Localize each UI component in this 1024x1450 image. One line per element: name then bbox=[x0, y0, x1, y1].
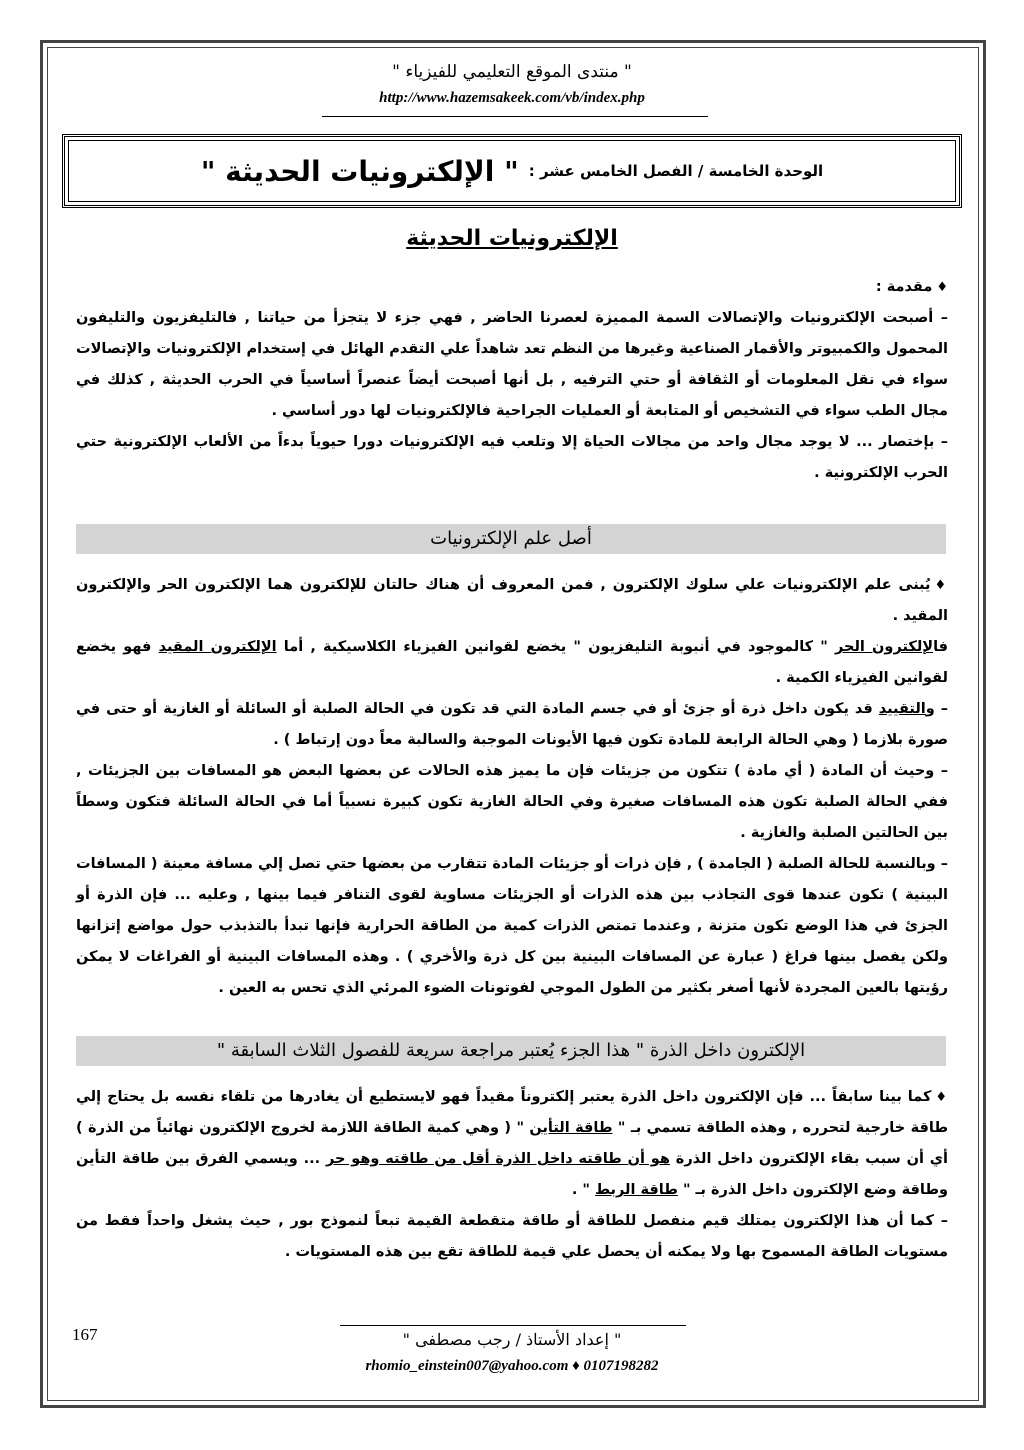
term-ionization-energy: طاقة التأين bbox=[529, 1120, 613, 1136]
bullet-icon: ♦ bbox=[934, 578, 948, 593]
bullet-icon: ♦ bbox=[936, 280, 948, 295]
origin-paragraph-5: – وبالنسبة للحالة الصلبة ( الجامدة ) , فإن ذرات أو جزيئات المادة تتقارب من بعضها حتي تصل إلي مسافة معينة ( المسافات البينية ) تكون عندها قوى التجاذب بين هذه الذرات أو الجزيئات مساوية لقوى التنافر فيما بينها , وعليه ... فإن الذرة أو الجزئ في هذا الوضع تكون متزنة , وعندما تمتص الذرات كمية من الطاقة الحرارية فإنها تبدأ بالتذبذب حول مواضع إتزانها ولكن يفصل بينها فراغ ( عبارة عن المسافات البينية بين كل ذرة والأخري ) . وهذه المسافات البينية أو الفراغات لا يمكن رؤيتها بالعين المجردة لأنها أصغر بكثير من الطول الموجي لفوتونات الضوء المرئي الذي تحس به العين . bbox=[76, 856, 948, 996]
origin-paragraph-2 bbox=[76, 632, 948, 694]
author-credit: " إعداد الأستاذ / رجب مصطفى " bbox=[402, 1330, 622, 1349]
origin-paragraph-1 bbox=[76, 570, 948, 632]
text-span: " ( وهي كمية الطاقة اللازمة لخروج الإلكترون نهائياً من الذرة ) أي أن سبب بقاء الإلكترون داخل الذرة bbox=[76, 1120, 949, 1167]
term-confinement: التقييد bbox=[878, 701, 926, 717]
bullet-icon: ♦ bbox=[935, 1090, 948, 1105]
origin-section bbox=[76, 570, 948, 1004]
origin-paragraph-4: – وحيث أن المادة ( أي مادة ) تتكون من جزيئات فإن ما يميز هذه الحالات عن بعضها البعض هو المسافات بين الجزيئات , ففي الحالة الصلبة تكون هذه المسافات صغيرة وفي الحالة الغازية تكون كبيرة نسبياً أما في الحالة السائلة فتكون وسطاً بين الحالتين الصلبة والغازية . bbox=[76, 763, 948, 841]
text-span: – و bbox=[925, 701, 948, 717]
header-divider bbox=[322, 116, 708, 117]
forum-name: " منتدى الموقع التعليمي للفيزياء " bbox=[392, 62, 632, 82]
unit-label: الوحدة الخامسة / الفصل الخامس عشر : bbox=[528, 162, 824, 180]
atom-section bbox=[76, 1082, 948, 1268]
contact-info: rhomio_einstein007@yahoo.com ♦ 0107198282 bbox=[365, 1358, 659, 1374]
page-title bbox=[0, 226, 1024, 251]
intro-heading-text: مقدمة : bbox=[875, 279, 933, 295]
text-span: فا bbox=[933, 639, 949, 655]
text-span: فهو يخضع لقوانين الفيزياء الكمية . bbox=[76, 639, 948, 686]
intro-heading bbox=[76, 272, 948, 303]
text-span: قد يكون داخل ذرة أو جزئ أو في جسم المادة التي قد تكون في الحالة الصلبة أو السائلة أو الغازية أو حتى في صورة بلازما ( وهي الحالة الرابعة للمادة تكون فيها الأيونات الموجبة والسالبة معاً دون إرتباط ) . bbox=[76, 701, 948, 748]
text-span: " كالموجود في أنبوبة التليفزيون " يخضع لقوانين الفيزياء الكلاسيكية , أما bbox=[276, 639, 835, 655]
origin-paragraph-3 bbox=[76, 694, 948, 756]
section-band-atom: الإلكترون داخل الذرة " هذا الجزء يُعتبر مراجعة سريعة للفصول الثلاث السابقة " bbox=[76, 1036, 946, 1066]
footer-divider bbox=[340, 1325, 686, 1326]
unit-title: " الإلكترونيات الحديثة " bbox=[200, 154, 519, 188]
text-span: ... ويسمي الفرق بين طاقة التأين وطاقة وضع الإلكترون داخل الذرة بـ " bbox=[76, 1151, 948, 1198]
emphasis-underlined: هو أن طاقته داخل الذرة أقل من طاقته وهو حر bbox=[325, 1151, 670, 1167]
unit-title-box bbox=[62, 134, 962, 208]
intro-paragraph-2: – بإختصار ... لا يوجد مجال واحد من مجالات الحياة إلا وتلعب فيه الإلكترونيات دورا حيوياً بدءاً من الألعاب الإلكترونية حتي الحرب الإلكترونية . bbox=[76, 434, 948, 481]
forum-url[interactable]: http://www.hazemsakeek.com/vb/index.php bbox=[379, 90, 645, 106]
section-band-origin: أصل علم الإلكترونيات bbox=[76, 524, 946, 554]
text-span: كما بينا سابقاً ... فإن الإلكترون داخل الذرة يعتبر إلكتروناً مقيداً فهو لايستطيع أن يغادرها من تلقاء نفسه بل يحتاج إلي طاقة خارجية لتحرره , وهذه الطاقة تسمي بـ " bbox=[76, 1089, 948, 1136]
intro-paragraph-1: – أصبحت الإلكترونيات والإتصالات السمة المميزة لعصرنا الحاضر , فهي جزء لا يتجزأ من حياتنا , فالتليفزيون والتليفون المحمول والكمبيوتر والأقمار الصناعية وغيرها من النظم تعد شاهداً علي التقدم الهائل في إستخدام الإلكترونيات والإتصالات سواء في نقل المعلومات أو الثقافة أو حتي الترفيه , بل أنها أصبحت أيضاً عنصراً أساسياً في الحرب الحديثة , كذلك في مجال الطب سواء في التشخيص أو المتابعة أو العمليات الجراحية فالإلكترونيات لها دور أساسي . bbox=[76, 310, 948, 419]
atom-paragraph-1 bbox=[76, 1082, 948, 1206]
atom-paragraph-2: – كما أن هذا الإلكترون يمتلك قيم منفصل للطاقة أو طاقة متقطعة القيمة تبعاً لنموذج بور , حيث يشغل واحداً فقط من مستويات الطاقة المسموح بها ولا يمكنه أن يحصل علي قيمة للطاقة تقع بين هذه المستويات . bbox=[76, 1213, 948, 1260]
intro-section bbox=[76, 272, 948, 489]
origin-paragraph-1-text: يُبنى علم الإلكترونيات علي سلوك الإلكترون , فمن المعروف أن هناك حالتان للإلكترون هما الإلكترون الحر والإلكترون المقيد . bbox=[76, 577, 948, 624]
term-free-electron: لإلكترون الحر bbox=[835, 639, 934, 655]
page-title-text: الإلكترونيات الحديثة bbox=[406, 226, 618, 251]
text-span: " . bbox=[571, 1182, 596, 1198]
page-number: 167 bbox=[72, 1325, 98, 1344]
term-bound-electron: الإلكترون المقيد bbox=[158, 639, 277, 655]
unit-title-box-inner bbox=[68, 140, 956, 202]
term-binding-energy: طاقة الربط bbox=[595, 1182, 678, 1198]
